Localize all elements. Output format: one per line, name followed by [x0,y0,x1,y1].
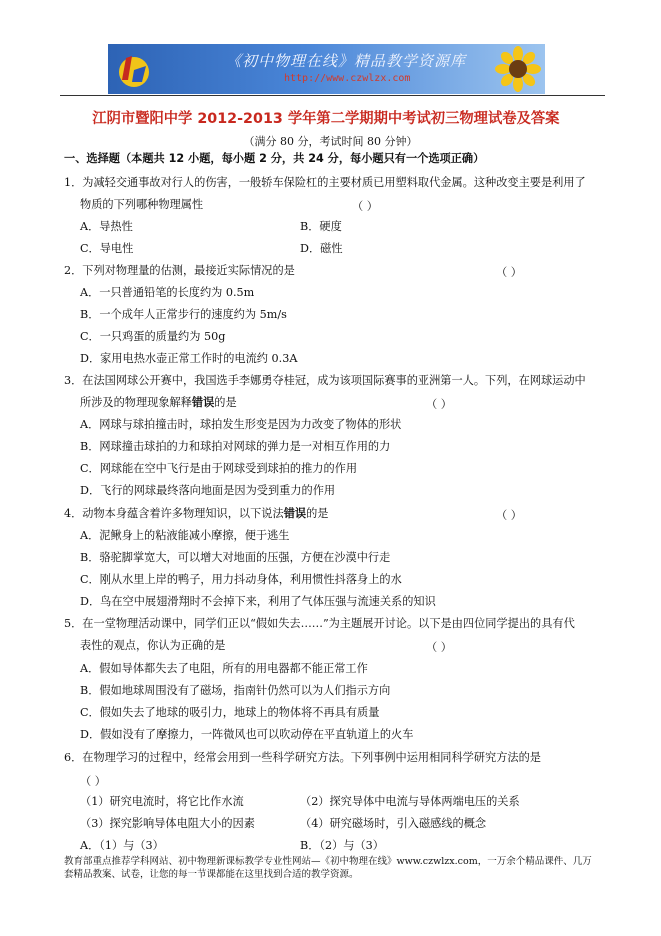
q3-option-c: C．网球能在空中飞行是由于网球受到球拍的推力的作用 [80,462,358,475]
q6-item-2: （2）探究导体中电流与导体两端电压的关系 [300,795,520,808]
site-logo-icon [114,50,154,88]
q3-stem-text-a: 所涉及的物理现象解释 [80,396,192,409]
q6-item-4: （4）研究磁场时，引入磁感线的概念 [300,817,487,830]
q2-answer-blank: （ ） [496,266,522,279]
q1-option-b: B．硬度 [300,220,342,233]
q5-option-a: A．假如导体都失去了电阻，所有的用电器都不能正常工作 [80,662,368,675]
q1-answer-blank: （ ） [352,200,378,213]
q5-option-d: D．假如没有了摩擦力，一阵微风也可以吹动停在平直轨道上的火车 [80,728,414,741]
q2-option-c: C．一只鸡蛋的质量约为 50g [80,330,226,343]
q4-stem-text-a: 4．动物本身蕴含着许多物理知识，以下说法 [64,507,284,520]
footer-line1: 教育部重点推荐学科网站、初中物理新课标教学专业性网站—《初中物理在线》www.czwlzx.com，一万余个精品课件、几万 [64,856,592,867]
q1-stem-line2: 物质的下列哪种物理属性 [80,198,204,211]
exam-info: （满分 80 分，考试时间 80 分钟） [243,135,418,148]
q4-option-a: A．泥鳅身上的粘液能减小摩擦，便于逃生 [80,529,290,542]
banner-title: 《初中物理在线》精品教学资源库 [226,52,467,70]
q4-stem-text-c: 的是 [306,507,329,520]
q6-option-a: A．（1）与（3） [80,839,164,852]
q6-option-b: B．（2）与（3） [300,839,384,852]
q5-option-b: B．假如地球周围没有了磁场，指南针仍然可以为人们指示方向 [80,684,391,697]
q3-option-d: D．飞行的网球最终落向地面是因为受到重力的作用 [80,484,336,497]
q5-answer-blank: （ ） [426,641,452,654]
q5-stem-line1: 5．在一堂物理活动课中，同学们正以“假如失去……”为主题展开讨论。以下是由四位同学提出的具有代 [64,617,575,630]
q5-option-c: C．假如失去了地球的吸引力，地球上的物体将不再具有质量 [80,706,380,719]
q4-emphasis: 错误 [283,507,307,520]
q3-emphasis: 错误 [191,396,215,409]
q2-option-b: B．一个成年人正常步行的速度约为 5m/s [80,308,287,321]
q3-answer-blank: （ ） [426,398,452,411]
q4-option-d: D．鸟在空中展翅滑翔时不会掉下来，利用了气体压强与流速关系的知识 [80,595,436,608]
q1-option-d: D．磁性 [300,242,343,255]
q2-stem: 2．下列对物理量的估测，最接近实际情况的是 [64,264,295,277]
sunflower-icon [495,46,541,92]
banner-url: http://www.czwlzx.com [284,73,411,84]
q3-stem-line2 [80,396,237,410]
q5-stem-line2: 表性的观点，你认为正确的是 [80,639,226,652]
q6-item-3: （3）探究影响导体电阻大小的因素 [80,817,255,830]
header-banner [108,44,545,94]
header-divider [60,95,605,96]
q2-option-a: A．一只普通铅笔的长度约为 0.5m [80,286,255,299]
footer-line2: 套精品教案、试卷，让您的每一节课都能在这里找到合适的教学资源。 [64,869,359,880]
q4-option-c: C．刚从水里上岸的鸭子，用力抖动身体，利用惯性抖落身上的水 [80,573,402,586]
q1-option-c: C．导电性 [80,242,134,255]
q6-answer-blank: （ ） [80,775,106,788]
q6-stem-line1: 6．在物理学习的过程中，经常会用到一些科学研究方法。下列事例中运用相同科学研究方法的是 [64,751,541,764]
q4-answer-blank: （ ） [496,509,522,522]
page-title: 江阴市暨阳中学 2012-2013 学年第二学期期中考试初三物理试卷及答案 [92,111,560,127]
q3-stem-line1: 3．在法国网球公开赛中，我国选手李娜勇夺桂冠，成为该项国际赛事的亚洲第一人。下列，在网球运动中 [64,374,586,387]
section-heading: 一、选择题（本题共 12 小题，每小题 2 分，共 24 分，每小题只有一个选项正确） [64,152,485,165]
q3-option-a: A．网球与球拍撞击时，球拍发生形变是因为力改变了物体的形状 [80,418,402,431]
q4-option-b: B．骆驼脚掌宽大，可以增大对地面的压强，方便在沙漠中行走 [80,551,391,564]
q6-item-1: （1）研究电流时，将它比作水流 [80,795,244,808]
q3-stem-text-c: 的是 [214,396,237,409]
q4-stem [64,507,328,521]
q1-option-a: A．导热性 [80,220,133,233]
q3-option-b: B．网球撞击球拍的力和球拍对网球的弹力是一对相互作用的力 [80,440,391,453]
q1-stem-line1: 1．为减轻交通事故对行人的伤害，一般轿车保险杠的主要材质已用塑料取代金属。这种改变主要是利用了 [64,176,586,189]
q2-option-d: D．家用电热水壶正常工作时的电流约 0.3A [80,352,298,365]
